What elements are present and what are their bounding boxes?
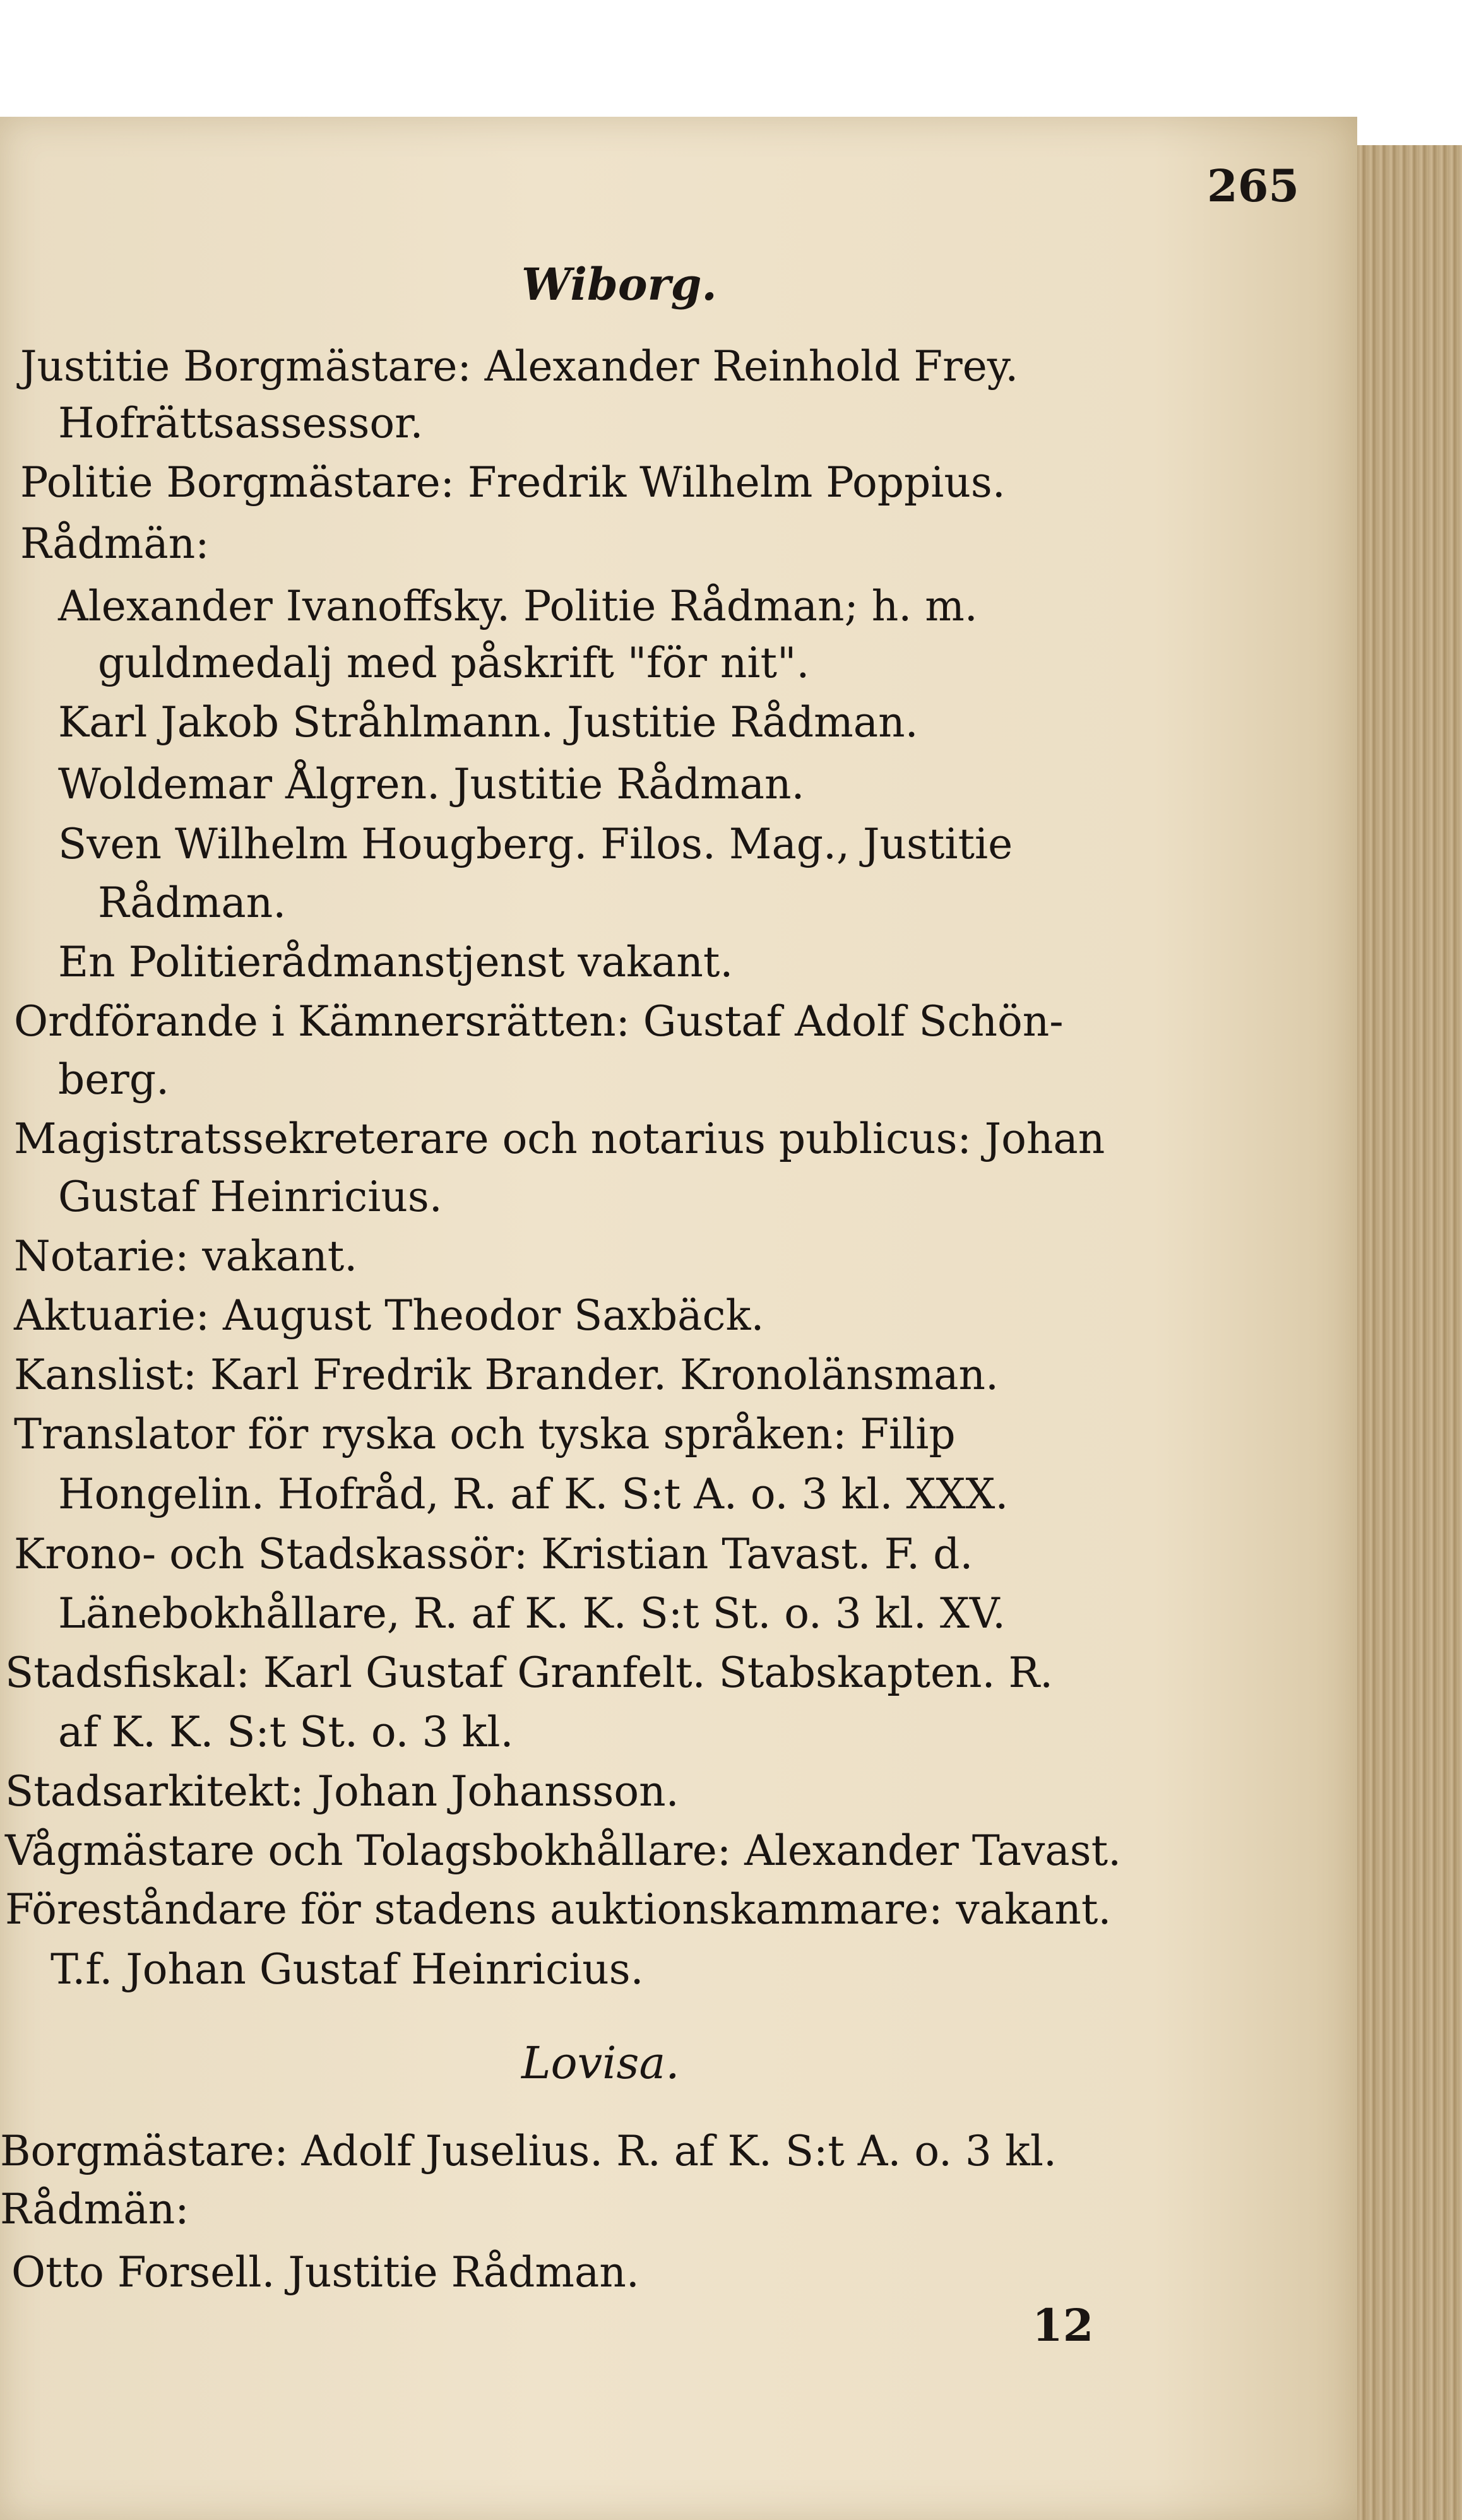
text-line: Kanslist: Karl Fredrik Brander. Kronolänsman. <box>14 1351 999 1399</box>
text-line: Woldemar Ålgren. Justitie Rådman. <box>58 760 805 808</box>
text-line: Magistratssekreterare och notarius publicus: Johan <box>14 1115 1105 1163</box>
text-line: Translator för ryska och tyska språken: Filip <box>14 1410 956 1458</box>
text-line: Hofrättsassessor. <box>58 399 424 447</box>
text-line: T.f. Johan Gustaf Heinricius. <box>51 1945 644 1994</box>
text-line: Rådman. <box>98 878 287 927</box>
text-line: Aktuarie: August Theodor Saxbäck. <box>14 1291 764 1340</box>
section-heading-lovisa: Lovisa. <box>521 2037 680 2089</box>
text-line: Alexander Ivanoffsky. Politie Rådman; h. m. <box>58 582 978 630</box>
text-line: af K. K. S:t St. o. 3 kl. <box>58 1708 514 1756</box>
text-line: Länebokhållare, R. af K. K. S:t St. o. 3 kl. XV. <box>58 1589 1006 1638</box>
text-line: Vågmästare och Tolagsbokhållare: Alexander Tavast. <box>5 1826 1122 1875</box>
text-line: Stadsarkitekt: Johan Johansson. <box>5 1767 679 1816</box>
text-line: guldmedalj med påskrift "för nit". <box>98 639 810 687</box>
signature-mark: 12 <box>1032 2299 1094 2351</box>
section-heading-wiborg: Wiborg. <box>521 258 717 311</box>
text-line: Stadsfiskal: Karl Gustaf Granfelt. Stabskapten. R. <box>5 1648 1054 1697</box>
text-line: Otto Forsell. Justitie Rådman. <box>11 2248 639 2297</box>
page-number: 265 <box>1207 160 1300 212</box>
text-line: Rådmän: <box>20 519 210 568</box>
text-line: Krono- och Stadskassör: Kristian Tavast. F. d. <box>14 1530 973 1578</box>
text-line: Borgmästare: Adolf Juselius. R. af K. S:t A. o. 3 kl. <box>0 2127 1057 2175</box>
page-edges <box>1357 145 1462 2520</box>
text-line: Sven Wilhelm Hougberg. Filos. Mag., Justitie <box>58 820 1013 868</box>
text-line: Gustaf Heinricius. <box>58 1173 443 1221</box>
text-line: Rådmän: <box>0 2185 189 2233</box>
text-line: Justitie Borgmästare: Alexander Reinhold Frey. <box>20 342 1019 391</box>
text-line: Notarie: vakant. <box>14 1232 358 1281</box>
text-line: En Politierådmanstjenst vakant. <box>58 938 734 986</box>
text-line: Karl Jakob Stråhlmann. Justitie Rådman. <box>58 698 918 747</box>
text-line: Föreståndare för stadens auktionskammare: vakant. <box>5 1885 1112 1934</box>
text-line: Ordförande i Kämnersrätten: Gustaf Adolf Schön- <box>14 997 1064 1046</box>
text-line: Hongelin. Hofråd, R. af K. S:t A. o. 3 kl. XXX. <box>58 1470 1009 1518</box>
text-line: berg. <box>58 1055 170 1104</box>
text-line: Politie Borgmästare: Fredrik Wilhelm Poppius. <box>20 458 1006 507</box>
